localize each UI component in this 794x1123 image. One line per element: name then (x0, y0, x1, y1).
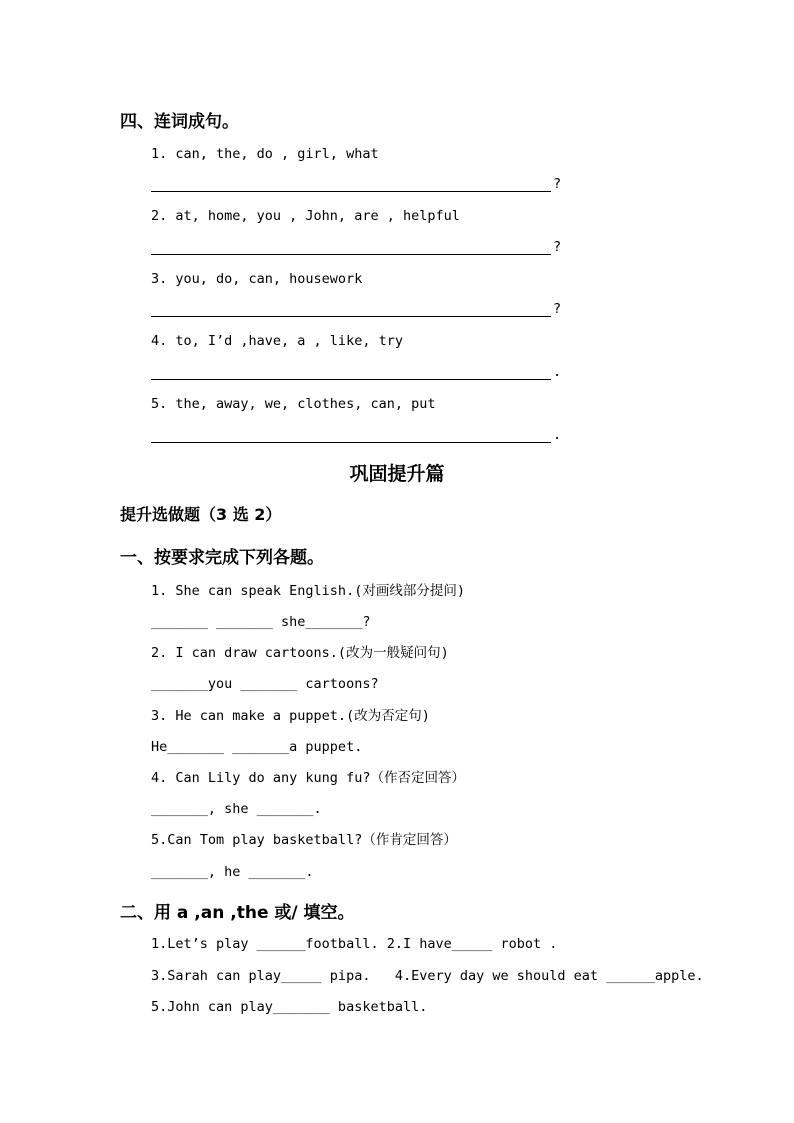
question-4-5-words: 5. the, away, we, clothes, can, put (151, 396, 436, 412)
answer-1-4[interactable]: _______, she _______. (151, 801, 322, 817)
end-punctuation: . (553, 427, 562, 443)
blank-rule (151, 254, 551, 255)
answer-1-2[interactable]: _______you _______ cartoons? (151, 676, 379, 692)
section-2-title: 二、用 a ,an ,the 或/ 填空。 (120, 903, 355, 923)
part-title: 巩固提升篇 (349, 463, 445, 485)
fill-line-2[interactable]: 3.Sarah can play_____ pipa. 4.Every day we should eat ______apple. (151, 968, 704, 984)
optional-subtitle: 提升选做题（3 选 2） (120, 505, 282, 524)
question-1-2: 2. I can draw cartoons.(改为一般疑问句) (151, 645, 449, 661)
fill-line-1[interactable]: 1.Let’s play ______football. 2.I have_____ robot . (151, 936, 558, 952)
section-1-title: 一、按要求完成下列各题。 (120, 548, 324, 568)
answer-1-1[interactable]: _______ _______ she_______? (151, 614, 371, 630)
answer-1-5[interactable]: _______, he _______. (151, 864, 314, 880)
question-4-4-words: 4. to, I’d ,have, a , like, try (151, 333, 403, 349)
question-1-1: 1. She can speak English.(对画线部分提问) (151, 583, 465, 599)
end-punctuation: . (553, 364, 562, 380)
answer-1-3[interactable]: He_______ _______a puppet. (151, 739, 363, 755)
blank-rule (151, 379, 551, 380)
blank-rule (151, 442, 551, 443)
end-punctuation: ? (553, 176, 562, 192)
question-1-4: 4. Can Lily do any kung fu?（作否定回答） (151, 770, 465, 786)
question-1-3: 3. He can make a puppet.(改为否定句) (151, 708, 430, 724)
blank-rule (151, 191, 551, 192)
end-punctuation: ? (553, 301, 562, 317)
question-4-2-words: 2. at, home, you , John, are , helpful (151, 208, 460, 224)
question-1-5: 5.Can Tom play basketball?（作肯定回答） (151, 832, 457, 848)
fill-line-3[interactable]: 5.John can play_______ basketball. (151, 999, 428, 1015)
blank-rule (151, 316, 551, 317)
end-punctuation: ? (553, 239, 562, 255)
section-4-title: 四、连词成句。 (120, 112, 239, 132)
question-4-3-words: 3. you, do, can, housework (151, 271, 363, 287)
question-4-1-words: 1. can, the, do , girl, what (151, 146, 379, 162)
